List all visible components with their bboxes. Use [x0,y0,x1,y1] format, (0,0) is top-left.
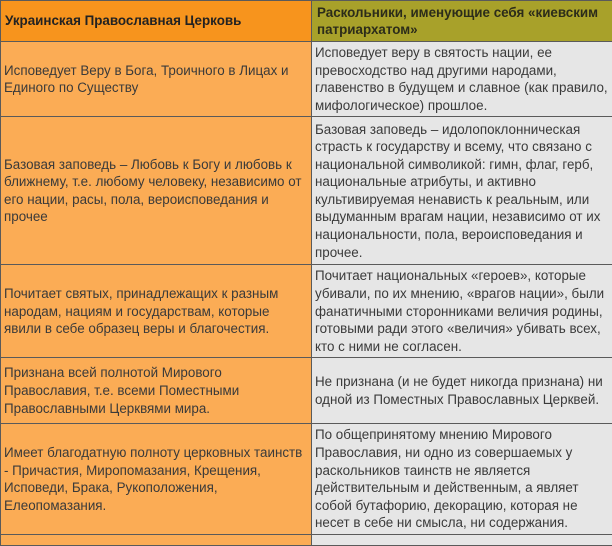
cell-church: Почитает святых, принадлежащих к разным народам, нациям и государствам, которые явили в себе образец веры и благочестия. [1,265,312,358]
cell-church: Исповедует Веру в Бога, Троичного в Лицах и Единого по Существу [1,42,312,117]
cell-schismatics: Почитает национальных «героев», которые убивали, по их мнению, «врагов нации», были фанатичными сторонниками величия родины, готовыми ради этого «величия» убивать всех, кто с ними не согласен. [312,265,612,358]
table-row [1,424,612,535]
header-row [1,1,612,42]
table-row [1,42,612,117]
cell-church: Базовая заповедь – Любовь к Богу и любовь к ближнему, т.е. любому человеку, независимо от его нации, расы, пола, вероисповедания и прочее [1,117,312,265]
header-ukrainian-orthodox-church: Украинская Православная Церковь [1,1,312,42]
cell-church: Имеет благодатную полноту церковных таинств - Причастия, Миропомазания, Крещения, Исповеди, Брака, Рукоположения, Елеопомазания. [1,424,312,535]
table-row [1,358,612,424]
table-row [1,117,612,265]
table-row [1,265,612,358]
cell-schismatics: Базовая заповедь – идолопоклонническая страсть к государству и всему, что связано с национальной символикой: гимн, флаг, герб, национальные атрибуты, и активно культивируемая ненависть к реальным, или выдуманным врагам нации, независимо от их национальности, пола, вероисповедания и прочее. [312,117,612,265]
cell-schismatics-empty [312,534,612,545]
cell-schismatics: Исповедует веру в святость нации, ее превосходство над другими народами, главенство в будущем и славное (как правило, мифологическое) прошлое. [312,42,612,117]
cell-schismatics: Не признана (и не будет никогда признана) ни одной из Поместных Православных Церквей. [312,358,612,424]
table-row-partial [1,534,612,545]
cell-church: Признана всей полнотой Мирового Православия, т.е. всеми Поместными Православными Церквями мира. [1,358,312,424]
cell-schismatics: По общепринятому мнению Мирового Православия, ни одно из совершаемых у раскольников таинств не является действительным и действенным, а являет собой бутафорию, декорацию, которая не несет в себе ни смысла, ни содержания. [312,424,612,535]
header-schismatics: Раскольники, именующие себя «киевским патриархатом» [312,1,612,42]
cell-church-empty [1,534,312,545]
